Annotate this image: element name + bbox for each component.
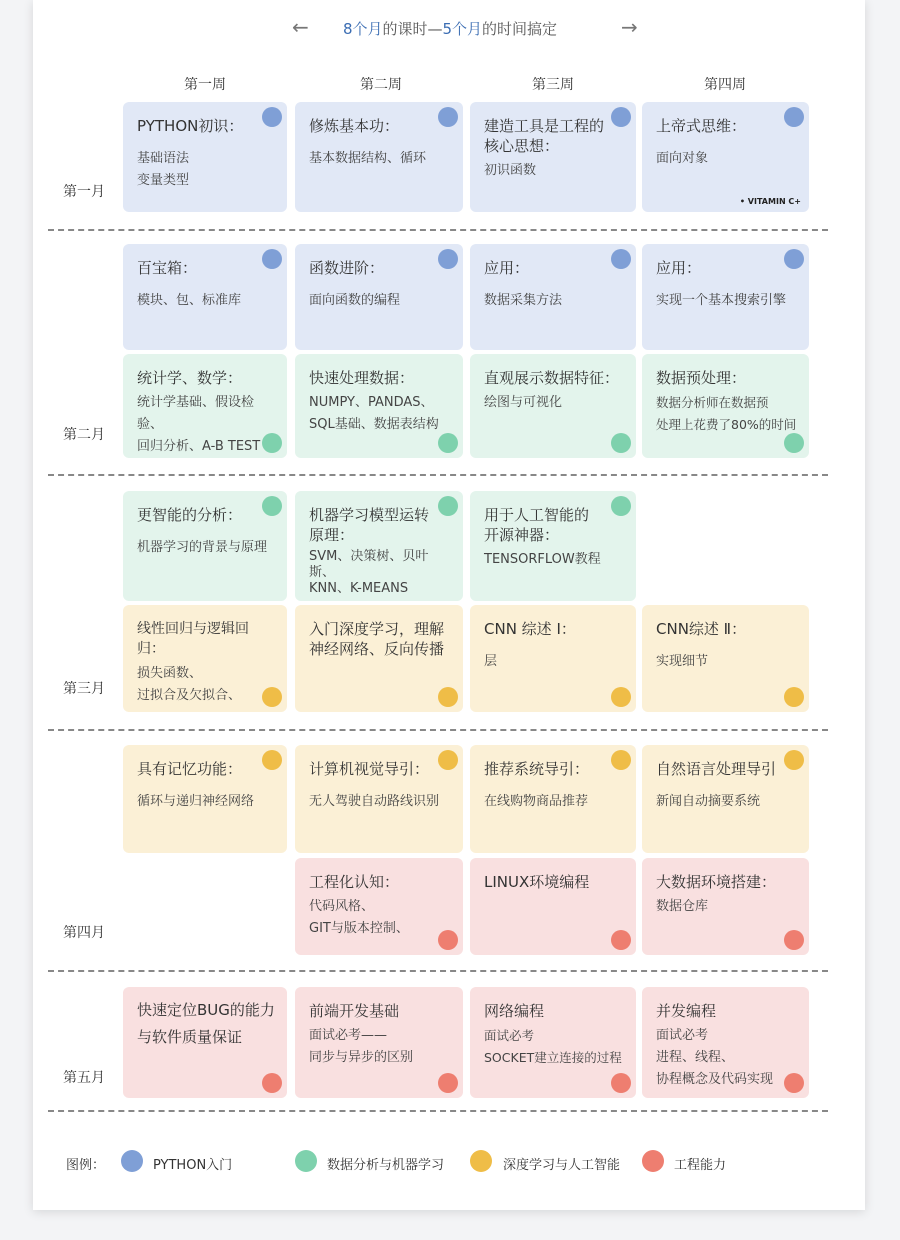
- card-title: 应用：: [484, 259, 530, 277]
- card-desc: 实现细节: [656, 654, 709, 669]
- card-title: 大数据环境搭建：: [656, 873, 777, 891]
- month-label-3: 第三月: [63, 681, 105, 697]
- card-title: 快速处理数据：: [309, 369, 415, 387]
- card-desc: 面试必考—— 同步与异步的区别: [309, 1028, 414, 1065]
- data-legend-dot-icon: [295, 1150, 317, 1172]
- course-card-m4-w1[interactable]: [123, 745, 287, 853]
- python-category-dot-icon: [438, 249, 458, 269]
- course-card-m3b-w2[interactable]: [295, 605, 463, 712]
- engineering-category-dot-icon: [784, 1073, 804, 1093]
- page-title: [0, 18, 900, 39]
- prev-arrow-icon[interactable]: ←: [292, 15, 309, 39]
- month-divider: [48, 729, 828, 731]
- card-desc: 数据采集方法: [484, 293, 563, 308]
- week-header-1: 第一周: [184, 77, 226, 93]
- deep-learning-category-dot-icon: [438, 750, 458, 770]
- engineering-category-dot-icon: [262, 1073, 282, 1093]
- month-label-2: 第二月: [63, 427, 105, 443]
- course-card-m2-w1[interactable]: [123, 244, 287, 350]
- card-title: 用于人工智能的 开源神器：: [484, 506, 590, 544]
- course-card-m4-w3[interactable]: [470, 745, 636, 853]
- course-card-m3b-w3[interactable]: [470, 605, 636, 712]
- course-card-m2b-w2[interactable]: [295, 354, 463, 458]
- python-category-dot-icon: [784, 249, 804, 269]
- deep-learning-category-dot-icon: [262, 687, 282, 707]
- data-category-dot-icon: [611, 496, 631, 516]
- card-title: CNN 综述 Ⅰ：: [484, 620, 576, 638]
- course-card-m5-w2[interactable]: [295, 987, 463, 1098]
- title-part-2: 的课时—: [382, 20, 443, 38]
- card-desc: 损失函数、 过拟合及欠拟合、: [137, 666, 242, 703]
- week-header-4: 第四周: [704, 77, 746, 93]
- course-card-m2b-w4[interactable]: [642, 354, 809, 458]
- course-card-m3-w3[interactable]: [470, 491, 636, 601]
- card-title: 应用：: [656, 259, 702, 277]
- data-category-dot-icon: [784, 433, 804, 453]
- course-card-m1-w4[interactable]: [642, 102, 809, 212]
- card-title: 并发编程: [656, 1002, 717, 1020]
- card-desc: 基本数据结构、循环: [309, 151, 427, 166]
- card-desc: 绘图与可视化: [484, 395, 563, 410]
- course-card-m3b-w4[interactable]: [642, 605, 809, 712]
- card-desc: 代码风格、 GIT与版本控制、: [309, 899, 409, 936]
- course-card-m3b-w1[interactable]: [123, 605, 287, 712]
- card-desc: 在线购物商品推荐: [484, 794, 589, 809]
- course-card-m2-w4[interactable]: [642, 244, 809, 350]
- month-label-4: 第四月: [63, 925, 105, 941]
- legend: [0, 1150, 900, 1176]
- card-title: 入门深度学习，理解 神经网络、反向传播: [309, 620, 445, 658]
- course-card-m2-w3[interactable]: [470, 244, 636, 350]
- card-title: 直观展示数据特征：: [484, 369, 620, 387]
- card-desc: 统计学基础、假设检验、 回归分析、A-B TEST: [137, 395, 261, 454]
- card-title: LINUX环境编程: [484, 873, 590, 891]
- engineering-category-dot-icon: [611, 930, 631, 950]
- month-divider: [48, 1110, 828, 1112]
- course-card-m3-w2[interactable]: [295, 491, 463, 601]
- deep-learning-category-dot-icon: [611, 687, 631, 707]
- card-title: 线性回归与逻辑回归：: [137, 621, 249, 657]
- card-desc: 数据仓库: [656, 899, 709, 914]
- card-title: CNN综述 Ⅱ：: [656, 620, 747, 638]
- card-desc: 面向对象: [656, 151, 709, 166]
- card-title: 计算机视觉导引：: [309, 760, 430, 778]
- engineering-category-dot-icon: [438, 1073, 458, 1093]
- card-desc: 面向函数的编程: [309, 293, 401, 308]
- legend-item-engineering: 工程能力: [674, 1158, 727, 1173]
- card-title: 修炼基本功：: [309, 117, 400, 135]
- card-title: 自然语言处理导引: [656, 760, 777, 778]
- month-divider: [48, 229, 828, 231]
- python-category-dot-icon: [438, 107, 458, 127]
- card-title: PYTHON初识：: [137, 117, 244, 135]
- card-title: 前端开发基础: [309, 1002, 400, 1020]
- course-card-m2b-w1[interactable]: [123, 354, 287, 458]
- title-part-3: 5个月: [442, 20, 483, 38]
- month-divider: [48, 970, 828, 972]
- title-part-4: 的时间搞定: [482, 20, 558, 38]
- course-card-m5-w1[interactable]: [123, 987, 287, 1098]
- course-card-m5-w4[interactable]: [642, 987, 809, 1098]
- python-category-dot-icon: [262, 107, 282, 127]
- deep-learning-legend-dot-icon: [470, 1150, 492, 1172]
- deep-learning-category-dot-icon: [262, 750, 282, 770]
- course-card-m4b-w3[interactable]: [470, 858, 636, 955]
- course-card-m4-w2[interactable]: [295, 745, 463, 853]
- card-desc: TENSORFLOW教程: [484, 552, 601, 567]
- header: [0, 15, 900, 45]
- month-divider: [48, 474, 828, 476]
- card-title: 建造工具是工程的 核心思想：: [484, 117, 605, 155]
- card-desc: 层: [484, 654, 498, 669]
- course-card-m1-w1[interactable]: [123, 102, 287, 212]
- card-desc: 面试必考 SOCKET建立连接的过程: [484, 1028, 622, 1065]
- deep-learning-category-dot-icon: [611, 750, 631, 770]
- card-title: 上帝式思维：: [656, 117, 747, 135]
- card-title: 快速定位BUG的能力 与软件质量保证: [137, 1001, 275, 1046]
- card-desc: 初识函数: [484, 163, 537, 178]
- data-category-dot-icon: [611, 433, 631, 453]
- card-desc: 机器学习的背景与原理: [137, 540, 268, 555]
- card-title: 百宝箱：: [137, 259, 198, 277]
- month-label-5: 第五月: [63, 1070, 105, 1086]
- card-desc: 模块、包、标准库: [137, 293, 242, 308]
- course-card-m4b-w4[interactable]: [642, 858, 809, 955]
- card-title: 数据预处理：: [656, 369, 747, 387]
- course-card-m1-w3[interactable]: [470, 102, 636, 212]
- card-title: 函数进阶：: [309, 259, 385, 277]
- card-title: 网络编程: [484, 1002, 545, 1020]
- engineering-legend-dot-icon: [642, 1150, 664, 1172]
- vitamin-badge: • VITAMIN C+: [739, 197, 801, 206]
- python-category-dot-icon: [611, 107, 631, 127]
- course-card-m4-w4[interactable]: [642, 745, 809, 853]
- data-category-dot-icon: [438, 496, 458, 516]
- card-desc: NUMPY、PANDAS、 SQL基础、数据表结构: [309, 395, 439, 432]
- card-desc: 新闻自动摘要系统: [656, 794, 761, 809]
- engineering-category-dot-icon: [784, 930, 804, 950]
- course-card-m3-w1[interactable]: [123, 491, 287, 601]
- title-part-1: 8个月: [342, 20, 383, 38]
- card-desc: 循环与递归神经网络: [137, 794, 255, 809]
- data-category-dot-icon: [438, 433, 458, 453]
- card-title: 更智能的分析：: [137, 506, 243, 524]
- card-desc: 数据分析师在数据预 处理上花费了80%的时间: [656, 395, 797, 432]
- week-header-2: 第二周: [360, 77, 402, 93]
- legend-label: 图例：: [66, 1158, 106, 1173]
- data-category-dot-icon: [262, 433, 282, 453]
- engineering-category-dot-icon: [438, 930, 458, 950]
- deep-learning-category-dot-icon: [784, 687, 804, 707]
- month-label-1: 第一月: [63, 184, 105, 200]
- card-title: 具有记忆功能：: [137, 760, 243, 778]
- legend-item-deep-learning: 深度学习与人工智能: [503, 1158, 621, 1173]
- python-category-dot-icon: [611, 249, 631, 269]
- data-category-dot-icon: [262, 496, 282, 516]
- course-card-m1-w2[interactable]: [295, 102, 463, 212]
- legend-item-data: 数据分析与机器学习: [327, 1158, 445, 1173]
- legend-item-python: PYTHON入门: [153, 1158, 233, 1173]
- course-card-m4b-w2[interactable]: [295, 858, 463, 955]
- python-category-dot-icon: [784, 107, 804, 127]
- python-legend-dot-icon: [121, 1150, 143, 1172]
- card-desc: 无人驾驶自动路线识别: [309, 794, 440, 809]
- card-title: 机器学习模型运转 原理：: [309, 506, 430, 544]
- deep-learning-category-dot-icon: [784, 750, 804, 770]
- engineering-category-dot-icon: [611, 1073, 631, 1093]
- week-header-3: 第三周: [532, 77, 574, 93]
- card-title: 推荐系统导引：: [484, 760, 590, 778]
- card-desc: 基础语法 变量类型: [137, 151, 190, 188]
- deep-learning-category-dot-icon: [438, 687, 458, 707]
- course-card-m2b-w3[interactable]: [470, 354, 636, 458]
- card-desc: SVM、决策树、贝叶斯、 KNN、K-MEANS: [309, 549, 429, 596]
- card-desc: 实现一个基本搜索引擎: [656, 293, 787, 308]
- card-title: 工程化认知：: [309, 873, 400, 891]
- next-arrow-icon[interactable]: →: [621, 15, 638, 39]
- course-card-m5-w3[interactable]: [470, 987, 636, 1098]
- python-category-dot-icon: [262, 249, 282, 269]
- course-card-m2-w2[interactable]: [295, 244, 463, 350]
- card-desc: 面试必考 进程、线程、 协程概念及代码实现: [656, 1028, 774, 1087]
- card-title: 统计学、数学：: [137, 369, 243, 387]
